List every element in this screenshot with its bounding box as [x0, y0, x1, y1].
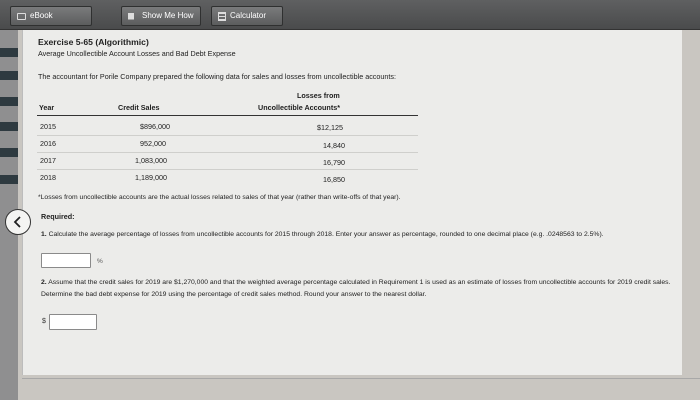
cell-credit-sales: 1,083,000: [135, 156, 167, 165]
sidebar-tab[interactable]: [0, 48, 18, 57]
question-2-number: 2.: [41, 279, 47, 286]
average-percentage-input[interactable]: [41, 253, 91, 268]
show-me-how-label: Show Me How: [142, 11, 194, 20]
table-footnote: *Losses from uncollectible accounts are the actual losses related to sales of that year (rather than write-offs of that year).: [38, 194, 401, 201]
header-credit-sales: Credit Sales: [118, 103, 160, 112]
content-panel: [22, 30, 682, 375]
chevron-left-icon: [12, 216, 24, 228]
row-divider: [37, 169, 418, 170]
calculator-label: Calculator: [230, 11, 267, 20]
video-icon: [128, 13, 138, 20]
cell-credit-sales: 952,000: [140, 139, 166, 148]
row-divider: [37, 135, 418, 136]
sidebar-tab[interactable]: [0, 71, 18, 80]
question-2: [41, 277, 681, 301]
ebook-button[interactable]: [10, 6, 92, 26]
cell-credit-sales: 1,189,000: [135, 173, 167, 182]
cell-credit-sales: $896,000: [140, 122, 170, 131]
sidebar-tab[interactable]: [0, 122, 18, 131]
header-losses-line1: Losses from: [297, 91, 340, 100]
required-label: Required:: [41, 212, 75, 221]
bad-debt-expense-input[interactable]: [49, 314, 97, 330]
toolbar: [0, 0, 700, 30]
cell-losses: 16,790: [323, 158, 345, 167]
cell-year: 2015: [40, 122, 56, 131]
exercise-intro: The accountant for Porile Company prepared the following data for sales and losses from uncollectible accounts:: [38, 72, 396, 81]
book-icon: [17, 13, 26, 20]
percent-unit: %: [97, 258, 103, 265]
sidebar-tab[interactable]: [0, 175, 18, 184]
sidebar-tab[interactable]: [0, 148, 18, 157]
ebook-label: eBook: [30, 11, 53, 20]
cell-losses: $12,125: [317, 123, 343, 132]
row-divider: [37, 152, 418, 153]
calculator-icon: [218, 12, 226, 21]
question-2-text: Assume that the credit sales for 2019 are $1,270,000 and that the weighted average percentage calculated in Requirement 1 is used as an estimate of losses from uncollectible accounts for 2019 credit sales. Determine the bad debt expense for 2019 using the percentage of credit sales method. Round your answer to the nearest dollar.: [41, 279, 671, 298]
question-1-number: 1.: [41, 231, 47, 238]
cell-year: 2018: [40, 173, 56, 182]
question-1-text: Calculate the average percentage of losses from uncollectible accounts for 2015 through 2018. Enter your answer as percentage, rounded to one decimal place (e.g. .0248563 to 2.5%).: [48, 231, 604, 238]
header-year: Year: [39, 103, 55, 112]
calculator-button[interactable]: [211, 6, 283, 26]
currency-symbol: $: [42, 318, 46, 325]
sidebar-tab[interactable]: [0, 97, 18, 106]
header-losses-line2: Uncollectible Accounts*: [258, 103, 341, 112]
question-1: [41, 229, 681, 241]
cell-losses: 14,840: [323, 141, 345, 150]
cell-losses: 16,850: [323, 175, 345, 184]
show-me-how-button[interactable]: [121, 6, 201, 26]
cell-year: 2017: [40, 156, 56, 165]
previous-button[interactable]: [5, 209, 31, 235]
bottom-divider: [22, 378, 700, 379]
cell-year: 2016: [40, 139, 56, 148]
header-rule: [37, 115, 418, 116]
exercise-subtitle: Average Uncollectible Account Losses and Bad Debt Expense: [38, 49, 236, 58]
exercise-title: Exercise 5-65 (Algorithmic): [38, 37, 149, 47]
